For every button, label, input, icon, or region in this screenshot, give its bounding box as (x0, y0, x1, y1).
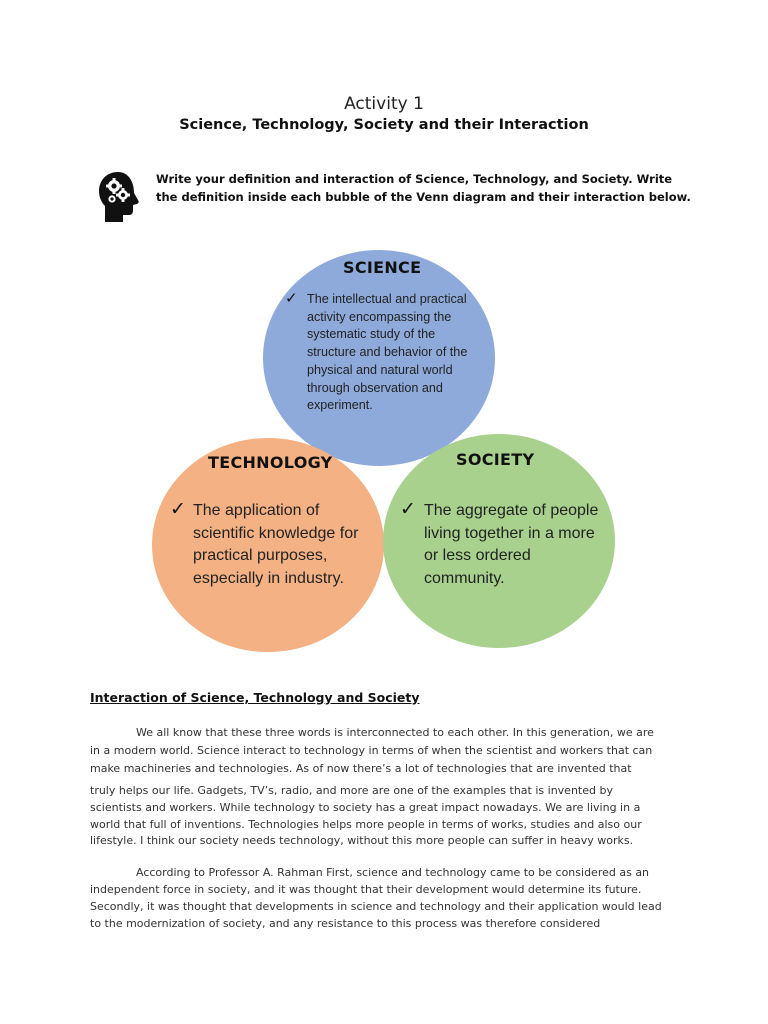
checkmark-icon: ✓ (285, 289, 298, 307)
paragraph-line: independent force in society, and it was thought that their development would determine its future. (90, 883, 642, 896)
paragraph-line: in a modern world. Science interact to technology in terms of when the scientist and workers that can (90, 744, 653, 757)
checkmark-icon: ✓ (170, 498, 186, 520)
paragraph-line: According to Professor A. Rahman First, science and technology came to be considered as an (136, 866, 650, 879)
interaction-paragraph-1 (90, 724, 680, 850)
paragraph-line: truly helps our life. Gadgets, TV’s, radio, and more are one of the examples that is invented by (90, 784, 613, 797)
activity-title: Activity 1 (344, 94, 424, 114)
paragraph-line: make machineries and technologies. As of now there’s a lot of technologies that are invented that (90, 762, 632, 775)
society-title: SOCIETY (456, 450, 535, 469)
paragraph-line: lifestyle. I think our society needs technology, without this more people can suffer in heavy works. (90, 834, 634, 847)
checkmark-icon: ✓ (400, 498, 416, 520)
activity-subtitle: Science, Technology, Society and their Interaction (179, 117, 589, 133)
technology-definition: The application of scientific knowledge for practical purposes, especially in industry. (193, 502, 359, 587)
society-definition: The aggregate of people living together in a more or less ordered community. (424, 502, 599, 587)
paragraph-line: scientists and workers. While technology to society has a great impact nowadays. We are living in a (90, 801, 641, 814)
science-title: SCIENCE (343, 258, 422, 277)
interaction-heading: Interaction of Science, Technology and Society (90, 690, 420, 705)
paragraph-line: We all know that these three words is interconnected to each other. In this generation, we are (136, 726, 654, 739)
science-definition: The intellectual and practical activity encompassing the systematic study of the structure and behavior of the physical and natural world through observation and experiment. (307, 292, 468, 413)
paragraph-line: world that full of inventions. Technologies helps more people in terms of works, studies and also our (90, 817, 642, 831)
head-with-gears-icon (96, 170, 142, 224)
instructions-text: Write your definition and interaction of Science, Technology, and Society. Write the definition inside each bubble of the Venn diagram and their interaction below. (156, 172, 691, 204)
interaction-paragraph-2 (90, 864, 680, 932)
technology-title: TECHNOLOGY (208, 453, 333, 472)
paragraph-line: Secondly, it was thought that developments in science and technology and their application would lead (90, 900, 662, 913)
paragraph-line: to the modernization of society, and any resistance to this process was therefore considered (90, 917, 601, 930)
